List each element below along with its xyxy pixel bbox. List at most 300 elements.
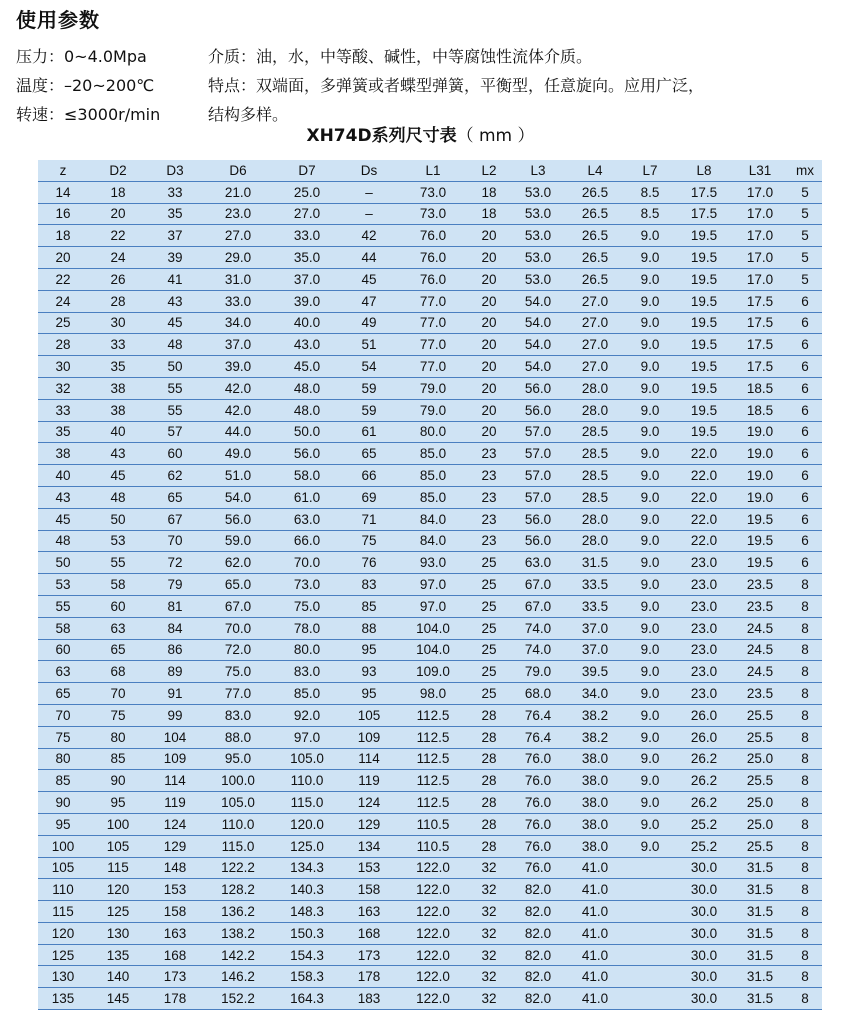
cell-mx: 5 xyxy=(788,203,822,225)
cell-d3: 55 xyxy=(148,377,202,399)
cell-z: 65 xyxy=(38,683,88,705)
cell-l31: 19.0 xyxy=(732,443,788,465)
cell-d2: 20 xyxy=(88,203,148,225)
cell-z: 110 xyxy=(38,879,88,901)
cell-mx: 8 xyxy=(788,792,822,814)
table-row xyxy=(38,879,822,901)
cell-l3: 67.0 xyxy=(510,574,566,596)
cell-ds: 109 xyxy=(340,726,398,748)
cell-d7: 110.0 xyxy=(274,770,340,792)
table-row xyxy=(38,377,822,399)
table-row xyxy=(38,508,822,530)
cell-d2: 33 xyxy=(88,334,148,356)
cell-l2: 23 xyxy=(468,530,510,552)
table-row xyxy=(38,552,822,574)
cell-l31: 31.5 xyxy=(732,901,788,923)
cell-mx: 5 xyxy=(788,247,822,269)
cell-l2: 25 xyxy=(468,595,510,617)
cell-d6: 49.0 xyxy=(202,443,274,465)
column-header-d7: D7 xyxy=(274,160,340,181)
cell-d3: 62 xyxy=(148,465,202,487)
cell-l31: 23.5 xyxy=(732,574,788,596)
param-temperature: 温度：–20~200℃ xyxy=(16,76,155,95)
table-title-suffix: 系列尺寸表 xyxy=(371,126,457,146)
cell-l31: 18.5 xyxy=(732,399,788,421)
table-row xyxy=(38,203,822,225)
cell-d3: 129 xyxy=(148,835,202,857)
cell-l1: 112.5 xyxy=(398,770,468,792)
cell-d6: 44.0 xyxy=(202,421,274,443)
cell-ds: 85 xyxy=(340,595,398,617)
cell-l4: 28.0 xyxy=(566,530,624,552)
cell-ds: 183 xyxy=(340,988,398,1010)
cell-d6: 59.0 xyxy=(202,530,274,552)
cell-d7: 140.3 xyxy=(274,879,340,901)
cell-l2: 25 xyxy=(468,661,510,683)
cell-z: 45 xyxy=(38,508,88,530)
cell-d7: 61.0 xyxy=(274,486,340,508)
cell-l4: 28.5 xyxy=(566,443,624,465)
cell-l3: 76.0 xyxy=(510,857,566,879)
cell-z: 18 xyxy=(38,225,88,247)
cell-l2: 25 xyxy=(468,639,510,661)
cell-l8: 23.0 xyxy=(676,595,732,617)
cell-z: 95 xyxy=(38,813,88,835)
cell-ds: 134 xyxy=(340,835,398,857)
cell-z: 55 xyxy=(38,595,88,617)
cell-l8: 23.0 xyxy=(676,661,732,683)
cell-d3: 114 xyxy=(148,770,202,792)
cell-z: 85 xyxy=(38,770,88,792)
table-row xyxy=(38,770,822,792)
cell-l4: 37.0 xyxy=(566,639,624,661)
cell-d7: 105.0 xyxy=(274,748,340,770)
table-row xyxy=(38,268,822,290)
cell-d6: 54.0 xyxy=(202,486,274,508)
cell-l2: 20 xyxy=(468,421,510,443)
cell-l3: 82.0 xyxy=(510,879,566,901)
cell-d7: 150.3 xyxy=(274,922,340,944)
cell-l31: 19.5 xyxy=(732,530,788,552)
cell-z: 24 xyxy=(38,290,88,312)
cell-l1: 122.0 xyxy=(398,988,468,1010)
cell-l3: 76.0 xyxy=(510,748,566,770)
cell-l2: 20 xyxy=(468,399,510,421)
cell-l1: 104.0 xyxy=(398,617,468,639)
cell-l2: 28 xyxy=(468,770,510,792)
cell-d7: 154.3 xyxy=(274,944,340,966)
cell-z: 48 xyxy=(38,530,88,552)
table-title xyxy=(0,121,841,146)
cell-l2: 32 xyxy=(468,922,510,944)
cell-mx: 6 xyxy=(788,334,822,356)
cell-l1: 93.0 xyxy=(398,552,468,574)
cell-d3: 65 xyxy=(148,486,202,508)
cell-l31: 31.5 xyxy=(732,922,788,944)
cell-d7: 66.0 xyxy=(274,530,340,552)
cell-ds: 158 xyxy=(340,879,398,901)
cell-l7: 9.0 xyxy=(624,268,676,290)
cell-l1: 80.0 xyxy=(398,421,468,443)
cell-mx: 6 xyxy=(788,312,822,334)
cell-l7: 9.0 xyxy=(624,530,676,552)
cell-z: 60 xyxy=(38,639,88,661)
cell-l4: 41.0 xyxy=(566,879,624,901)
cell-d3: 81 xyxy=(148,595,202,617)
cell-d2: 140 xyxy=(88,966,148,988)
cell-d3: 70 xyxy=(148,530,202,552)
cell-l7: 9.0 xyxy=(624,312,676,334)
cell-l1: 79.0 xyxy=(398,377,468,399)
cell-l1: 122.0 xyxy=(398,901,468,923)
cell-d6: 23.0 xyxy=(202,203,274,225)
cell-d6: 146.2 xyxy=(202,966,274,988)
cell-d3: 119 xyxy=(148,792,202,814)
cell-l3: 53.0 xyxy=(510,225,566,247)
cell-l8: 26.2 xyxy=(676,792,732,814)
cell-d7: 120.0 xyxy=(274,813,340,835)
cell-ds: 47 xyxy=(340,290,398,312)
cell-ds: 51 xyxy=(340,334,398,356)
cell-d3: 158 xyxy=(148,901,202,923)
cell-z: 53 xyxy=(38,574,88,596)
cell-l7: 9.0 xyxy=(624,247,676,269)
table-row xyxy=(38,181,822,203)
cell-l2: 28 xyxy=(468,835,510,857)
cell-l7: 9.0 xyxy=(624,421,676,443)
cell-l1: 122.0 xyxy=(398,922,468,944)
cell-l4: 34.0 xyxy=(566,683,624,705)
cell-d2: 40 xyxy=(88,421,148,443)
cell-l7: 9.0 xyxy=(624,334,676,356)
cell-d2: 90 xyxy=(88,770,148,792)
dimension-table-grid xyxy=(38,160,822,1010)
cell-ds: 153 xyxy=(340,857,398,879)
cell-l1: 77.0 xyxy=(398,290,468,312)
cell-mx: 8 xyxy=(788,857,822,879)
cell-d7: 25.0 xyxy=(274,181,340,203)
cell-l31: 25.5 xyxy=(732,726,788,748)
cell-mx: 8 xyxy=(788,922,822,944)
cell-l8: 30.0 xyxy=(676,857,732,879)
cell-l31: 25.0 xyxy=(732,813,788,835)
cell-d3: 173 xyxy=(148,966,202,988)
cell-l31: 25.0 xyxy=(732,748,788,770)
cell-z: 25 xyxy=(38,312,88,334)
cell-l1: 112.5 xyxy=(398,748,468,770)
cell-mx: 8 xyxy=(788,813,822,835)
cell-d2: 35 xyxy=(88,356,148,378)
cell-mx: 6 xyxy=(788,486,822,508)
cell-l2: 25 xyxy=(468,574,510,596)
cell-l7: 9.0 xyxy=(624,595,676,617)
cell-l4: 38.2 xyxy=(566,726,624,748)
cell-d2: 30 xyxy=(88,312,148,334)
cell-ds: 71 xyxy=(340,508,398,530)
column-header-l7: L7 xyxy=(624,160,676,181)
cell-d6: 95.0 xyxy=(202,748,274,770)
cell-d6: 21.0 xyxy=(202,181,274,203)
cell-d2: 75 xyxy=(88,704,148,726)
param-medium: 介质：油，水，中等酸、碱性，中等腐蚀性流体介质。 xyxy=(208,47,593,66)
cell-z: 90 xyxy=(38,792,88,814)
cell-d6: 70.0 xyxy=(202,617,274,639)
table-title-model: XH74D xyxy=(306,126,372,146)
cell-l1: 85.0 xyxy=(398,465,468,487)
cell-mx: 5 xyxy=(788,181,822,203)
cell-d7: 27.0 xyxy=(274,203,340,225)
cell-d3: 163 xyxy=(148,922,202,944)
cell-d7: 33.0 xyxy=(274,225,340,247)
cell-l2: 23 xyxy=(468,443,510,465)
cell-l3: 53.0 xyxy=(510,181,566,203)
cell-z: 30 xyxy=(38,356,88,378)
table-row xyxy=(38,465,822,487)
cell-ds: 163 xyxy=(340,901,398,923)
cell-d3: 39 xyxy=(148,247,202,269)
cell-l8: 30.0 xyxy=(676,966,732,988)
cell-d3: 72 xyxy=(148,552,202,574)
cell-l3: 67.0 xyxy=(510,595,566,617)
cell-d3: 104 xyxy=(148,726,202,748)
cell-d6: 138.2 xyxy=(202,922,274,944)
cell-d3: 178 xyxy=(148,988,202,1010)
cell-l8: 22.0 xyxy=(676,486,732,508)
cell-l7: 9.0 xyxy=(624,290,676,312)
cell-mx: 8 xyxy=(788,770,822,792)
cell-d3: 50 xyxy=(148,356,202,378)
cell-d7: 92.0 xyxy=(274,704,340,726)
cell-l1: 109.0 xyxy=(398,661,468,683)
cell-ds: 93 xyxy=(340,661,398,683)
cell-d3: 153 xyxy=(148,879,202,901)
cell-l3: 53.0 xyxy=(510,203,566,225)
cell-l1: 76.0 xyxy=(398,225,468,247)
table-row xyxy=(38,312,822,334)
cell-l4: 41.0 xyxy=(566,944,624,966)
column-header-l2: L2 xyxy=(468,160,510,181)
cell-d6: 100.0 xyxy=(202,770,274,792)
table-row xyxy=(38,792,822,814)
cell-mx: 8 xyxy=(788,595,822,617)
cell-l4: 28.0 xyxy=(566,508,624,530)
cell-d7: 37.0 xyxy=(274,268,340,290)
cell-l31: 17.0 xyxy=(732,225,788,247)
cell-l4: 41.0 xyxy=(566,901,624,923)
cell-d6: 105.0 xyxy=(202,792,274,814)
table-row xyxy=(38,683,822,705)
cell-d2: 125 xyxy=(88,901,148,923)
cell-d6: 122.2 xyxy=(202,857,274,879)
cell-l3: 53.0 xyxy=(510,268,566,290)
cell-l31: 17.5 xyxy=(732,356,788,378)
cell-l4: 33.5 xyxy=(566,574,624,596)
cell-d7: 78.0 xyxy=(274,617,340,639)
cell-mx: 6 xyxy=(788,443,822,465)
cell-l31: 17.0 xyxy=(732,181,788,203)
cell-l2: 32 xyxy=(468,988,510,1010)
table-row xyxy=(38,922,822,944)
column-header-z: z xyxy=(38,160,88,181)
cell-l2: 20 xyxy=(468,334,510,356)
cell-mx: 8 xyxy=(788,726,822,748)
cell-l4: 28.5 xyxy=(566,486,624,508)
cell-mx: 6 xyxy=(788,530,822,552)
cell-l3: 57.0 xyxy=(510,421,566,443)
cell-ds: 69 xyxy=(340,486,398,508)
table-row xyxy=(38,443,822,465)
cell-l2: 20 xyxy=(468,225,510,247)
cell-l31: 31.5 xyxy=(732,966,788,988)
cell-l4: 38.0 xyxy=(566,792,624,814)
cell-d7: 35.0 xyxy=(274,247,340,269)
cell-l1: 122.0 xyxy=(398,879,468,901)
cell-l2: 20 xyxy=(468,312,510,334)
cell-d2: 135 xyxy=(88,944,148,966)
cell-z: 120 xyxy=(38,922,88,944)
cell-d6: 77.0 xyxy=(202,683,274,705)
cell-d6: 67.0 xyxy=(202,595,274,617)
cell-l2: 28 xyxy=(468,792,510,814)
cell-d7: 164.3 xyxy=(274,988,340,1010)
cell-l4: 31.5 xyxy=(566,552,624,574)
cell-d3: 35 xyxy=(148,203,202,225)
cell-l7 xyxy=(624,966,676,988)
param-features: 特点：双端面，多弹簧或者蝶型弹簧，平衡型，任意旋向。应用广泛， xyxy=(208,76,705,95)
cell-l7: 9.0 xyxy=(624,704,676,726)
cell-ds: 114 xyxy=(340,748,398,770)
cell-d7: 97.0 xyxy=(274,726,340,748)
cell-l8: 19.5 xyxy=(676,247,732,269)
cell-ds: 95 xyxy=(340,683,398,705)
cell-d7: 48.0 xyxy=(274,377,340,399)
cell-d6: 56.0 xyxy=(202,508,274,530)
cell-l31: 19.0 xyxy=(732,465,788,487)
cell-l2: 32 xyxy=(468,857,510,879)
cell-d3: 45 xyxy=(148,312,202,334)
cell-d2: 60 xyxy=(88,595,148,617)
table-row xyxy=(38,334,822,356)
cell-l3: 79.0 xyxy=(510,661,566,683)
cell-d3: 89 xyxy=(148,661,202,683)
cell-l1: 77.0 xyxy=(398,334,468,356)
cell-d7: 83.0 xyxy=(274,661,340,683)
cell-d6: 128.2 xyxy=(202,879,274,901)
table-body xyxy=(38,181,822,1009)
cell-l4: 41.0 xyxy=(566,988,624,1010)
cell-l4: 38.0 xyxy=(566,748,624,770)
cell-l31: 17.5 xyxy=(732,312,788,334)
cell-l7: 8.5 xyxy=(624,181,676,203)
cell-d2: 22 xyxy=(88,225,148,247)
cell-d6: 115.0 xyxy=(202,835,274,857)
cell-l2: 20 xyxy=(468,377,510,399)
cell-l4: 38.0 xyxy=(566,813,624,835)
cell-z: 43 xyxy=(38,486,88,508)
table-row xyxy=(38,639,822,661)
cell-ds: 44 xyxy=(340,247,398,269)
cell-l31: 25.5 xyxy=(732,770,788,792)
cell-l3: 76.0 xyxy=(510,835,566,857)
cell-l7: 9.0 xyxy=(624,792,676,814)
table-row xyxy=(38,421,822,443)
cell-d6: 83.0 xyxy=(202,704,274,726)
table-row xyxy=(38,399,822,421)
cell-l2: 20 xyxy=(468,268,510,290)
cell-l31: 17.5 xyxy=(732,290,788,312)
table-row xyxy=(38,748,822,770)
cell-l4: 38.0 xyxy=(566,835,624,857)
cell-l31: 23.5 xyxy=(732,683,788,705)
column-header-d3: D3 xyxy=(148,160,202,181)
cell-l2: 18 xyxy=(468,181,510,203)
table-row xyxy=(38,617,822,639)
cell-l31: 19.0 xyxy=(732,421,788,443)
cell-l7: 9.0 xyxy=(624,748,676,770)
cell-d6: 142.2 xyxy=(202,944,274,966)
cell-l7: 9.0 xyxy=(624,508,676,530)
cell-d6: 42.0 xyxy=(202,399,274,421)
cell-ds: 45 xyxy=(340,268,398,290)
cell-l2: 28 xyxy=(468,813,510,835)
cell-l8: 17.5 xyxy=(676,203,732,225)
cell-l4: 41.0 xyxy=(566,922,624,944)
cell-l3: 53.0 xyxy=(510,247,566,269)
cell-d2: 28 xyxy=(88,290,148,312)
cell-d2: 115 xyxy=(88,857,148,879)
cell-l4: 38.2 xyxy=(566,704,624,726)
cell-l2: 20 xyxy=(468,290,510,312)
cell-ds: 76 xyxy=(340,552,398,574)
cell-d6: 62.0 xyxy=(202,552,274,574)
cell-d7: 40.0 xyxy=(274,312,340,334)
cell-z: 16 xyxy=(38,203,88,225)
section-heading: 使用参数 xyxy=(16,8,100,32)
cell-l7 xyxy=(624,988,676,1010)
cell-l1: 112.5 xyxy=(398,726,468,748)
column-header-mx: mx xyxy=(788,160,822,181)
cell-l8: 30.0 xyxy=(676,879,732,901)
cell-l31: 31.5 xyxy=(732,857,788,879)
cell-mx: 8 xyxy=(788,574,822,596)
cell-l3: 54.0 xyxy=(510,290,566,312)
cell-l3: 74.0 xyxy=(510,617,566,639)
cell-l1: 85.0 xyxy=(398,443,468,465)
cell-ds: 65 xyxy=(340,443,398,465)
cell-l2: 18 xyxy=(468,203,510,225)
cell-l8: 17.5 xyxy=(676,181,732,203)
cell-d7: 48.0 xyxy=(274,399,340,421)
cell-l1: 73.0 xyxy=(398,181,468,203)
cell-l31: 17.0 xyxy=(732,203,788,225)
cell-d3: 67 xyxy=(148,508,202,530)
cell-ds: 173 xyxy=(340,944,398,966)
cell-d3: 124 xyxy=(148,813,202,835)
cell-l3: 57.0 xyxy=(510,486,566,508)
cell-l3: 57.0 xyxy=(510,443,566,465)
cell-l7: 9.0 xyxy=(624,835,676,857)
cell-l3: 56.0 xyxy=(510,377,566,399)
cell-l4: 28.5 xyxy=(566,465,624,487)
cell-d7: 70.0 xyxy=(274,552,340,574)
cell-l8: 25.2 xyxy=(676,813,732,835)
cell-l3: 74.0 xyxy=(510,639,566,661)
column-header-l8: L8 xyxy=(676,160,732,181)
cell-mx: 6 xyxy=(788,377,822,399)
cell-ds: 59 xyxy=(340,377,398,399)
cell-d7: 80.0 xyxy=(274,639,340,661)
table-row xyxy=(38,356,822,378)
